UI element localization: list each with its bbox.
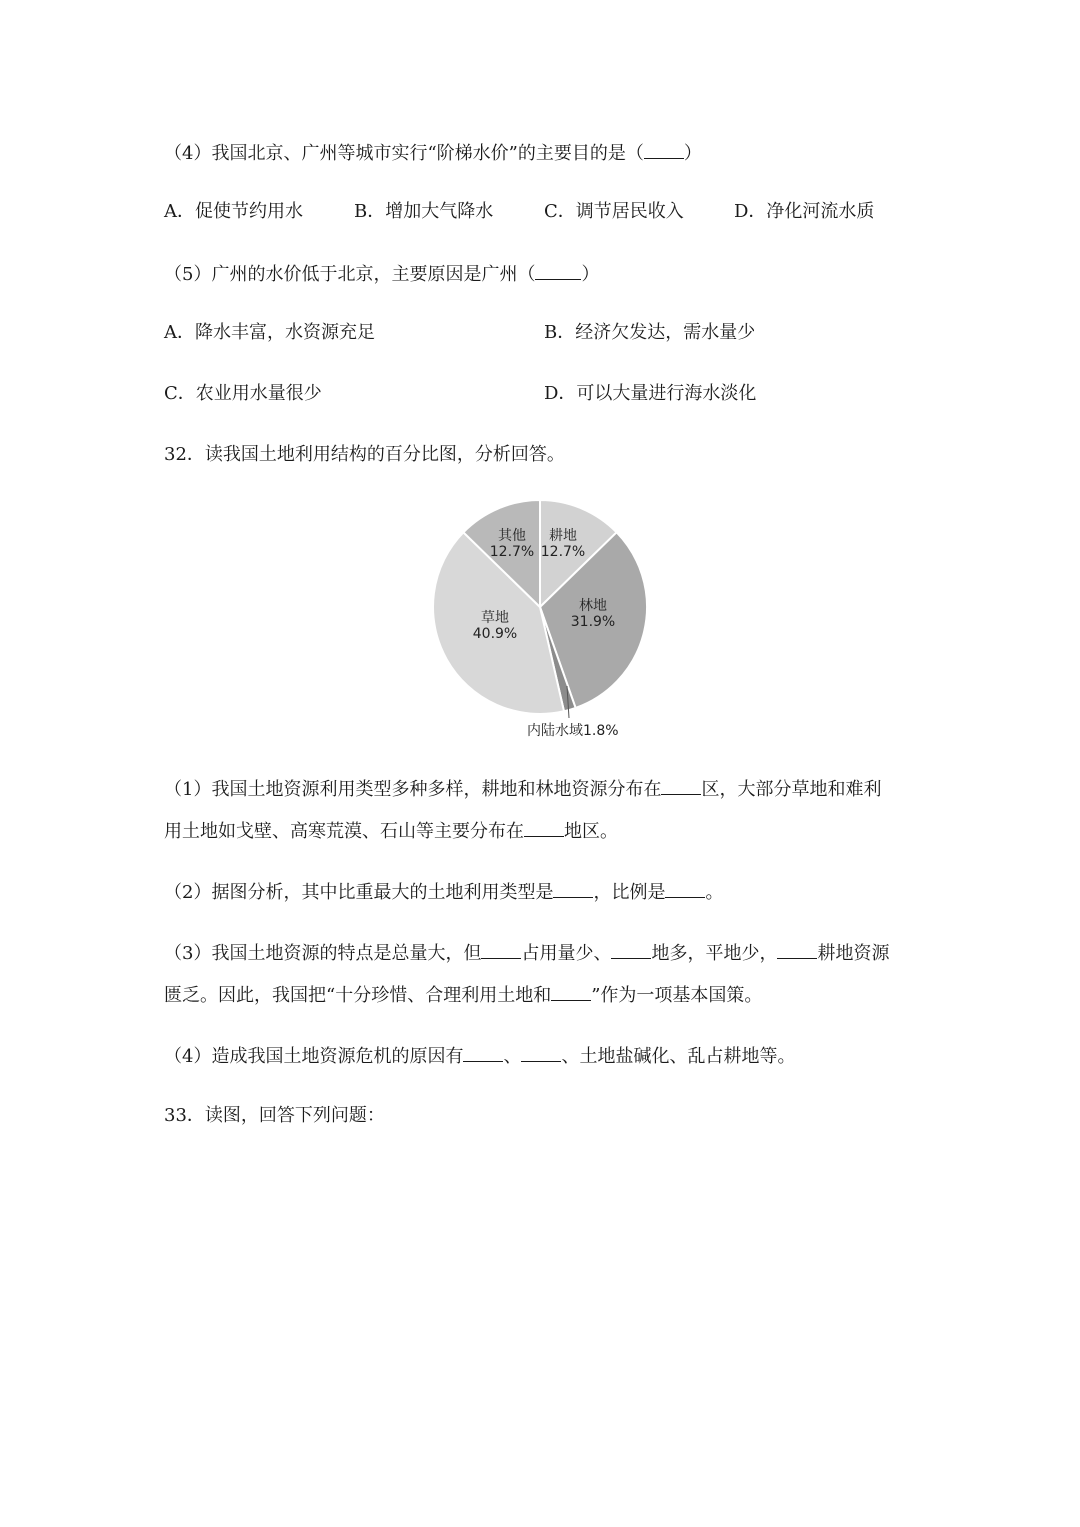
q32-part3-text-f: ”作为一项基本国策。 [591,985,763,1006]
q32-part3-text-a: （3）我国土地资源的特点是总量大，但 [164,943,482,964]
q32-part2 [164,879,723,905]
slice-label-name-forest: 林地 [579,598,607,614]
land-use-pie-chart [420,492,660,744]
q32-part1-text-a: （1）我国土地资源利用类型多种多样，耕地和林地资源分布在 [164,779,662,800]
q32-part2-text-b: ，比例是 [593,882,666,903]
slice-label-value-cropland: 12.7% [540,544,586,560]
q33-title: 33．读图，回答下列问题： [164,1105,385,1126]
q31-part5-option-b: B．经济欠发达，需水量少 [544,322,756,343]
answer-blank[interactable] [551,982,591,1001]
q31-part4-text-end: ） [683,143,702,164]
slice-label-value-inland-water: 1.8% [583,723,619,739]
answer-blank[interactable] [463,1043,503,1062]
q32-part4 [164,1043,795,1069]
q32-part4-text-a: （4）造成我国土地资源危机的原因有 [164,1046,464,1067]
q31-part4-option-b: B．增加大气降水 [354,201,494,222]
q32-part1-text-c: 用土地如戈壁、高寒荒漠、石山等主要分布在 [164,821,524,842]
q32-part3-text-b: 占用量少、 [521,943,612,964]
q31-part5-option-d: D．可以大量进行海水淡化 [544,383,757,404]
answer-blank[interactable] [661,776,701,795]
q32-part4-text-b: 、 [503,1046,522,1067]
answer-blank[interactable] [644,140,684,159]
q32-part3-text-c: 地多，平地少， [651,943,778,964]
slice-label-value-other: 12.7% [489,544,535,560]
q32-part2-text-c: 。 [705,882,724,903]
q32-part3-text-d: 耕地资源 [817,943,890,964]
answer-blank[interactable] [777,940,817,959]
answer-blank[interactable] [535,261,581,280]
q31-part4-stem [164,140,702,166]
q32-part4-text-c: 、土地盐碱化、乱占耕地等。 [561,1046,796,1067]
q32-title: 32．读我国土地利用结构的百分比图，分析回答。 [164,444,565,465]
q31-part5-option-a: A．降水丰富，水资源充足 [164,322,375,343]
slice-label-name-other: 其他 [498,528,526,544]
answer-blank[interactable] [481,940,521,959]
q31-part5-stem [164,261,599,287]
answer-blank[interactable] [521,1043,561,1062]
slice-label-value-forest: 31.9% [570,614,616,630]
q31-part5-option-c: C．农业用水量很少 [164,383,322,404]
answer-blank[interactable] [553,879,593,898]
q32-part1-line1 [164,776,881,802]
slice-label-name-inland-water: 内陆水域 [527,723,583,739]
q32-part1-text-b: 区，大部分草地和难利 [701,779,882,800]
q31-part5-text-end: ） [581,264,600,285]
pie-slices [433,500,647,714]
q32-part1-line2 [164,818,618,844]
q32-part1-text-d: 地区。 [564,821,618,842]
slice-label-inland-water [527,722,619,739]
q32-part3-line1 [164,940,889,966]
answer-blank[interactable] [665,879,705,898]
q31-part4-option-a: A．促使节约用水 [164,201,303,222]
q31-part4-text: （4）我国北京、广州等城市实行“阶梯水价”的主要目的是（ [164,143,644,164]
slice-label-name-cropland: 耕地 [549,528,577,544]
slice-label-value-grassland: 40.9% [472,626,518,642]
q32-part3-text-e: 匮乏。因此，我国把“十分珍惜、合理利用土地和 [164,985,552,1006]
q31-part5-text: （5）广州的水价低于北京，主要原因是广州（ [164,264,536,285]
q31-part4-option-c: C．调节居民收入 [544,201,684,222]
q32-part2-text-a: （2）据图分析，其中比重最大的土地利用类型是 [164,882,554,903]
q31-part4-option-d: D．净化河流水质 [734,201,875,222]
answer-blank[interactable] [524,818,564,837]
answer-blank[interactable] [611,940,651,959]
q32-part3-line2 [164,982,762,1008]
slice-label-name-grassland: 草地 [481,610,509,626]
